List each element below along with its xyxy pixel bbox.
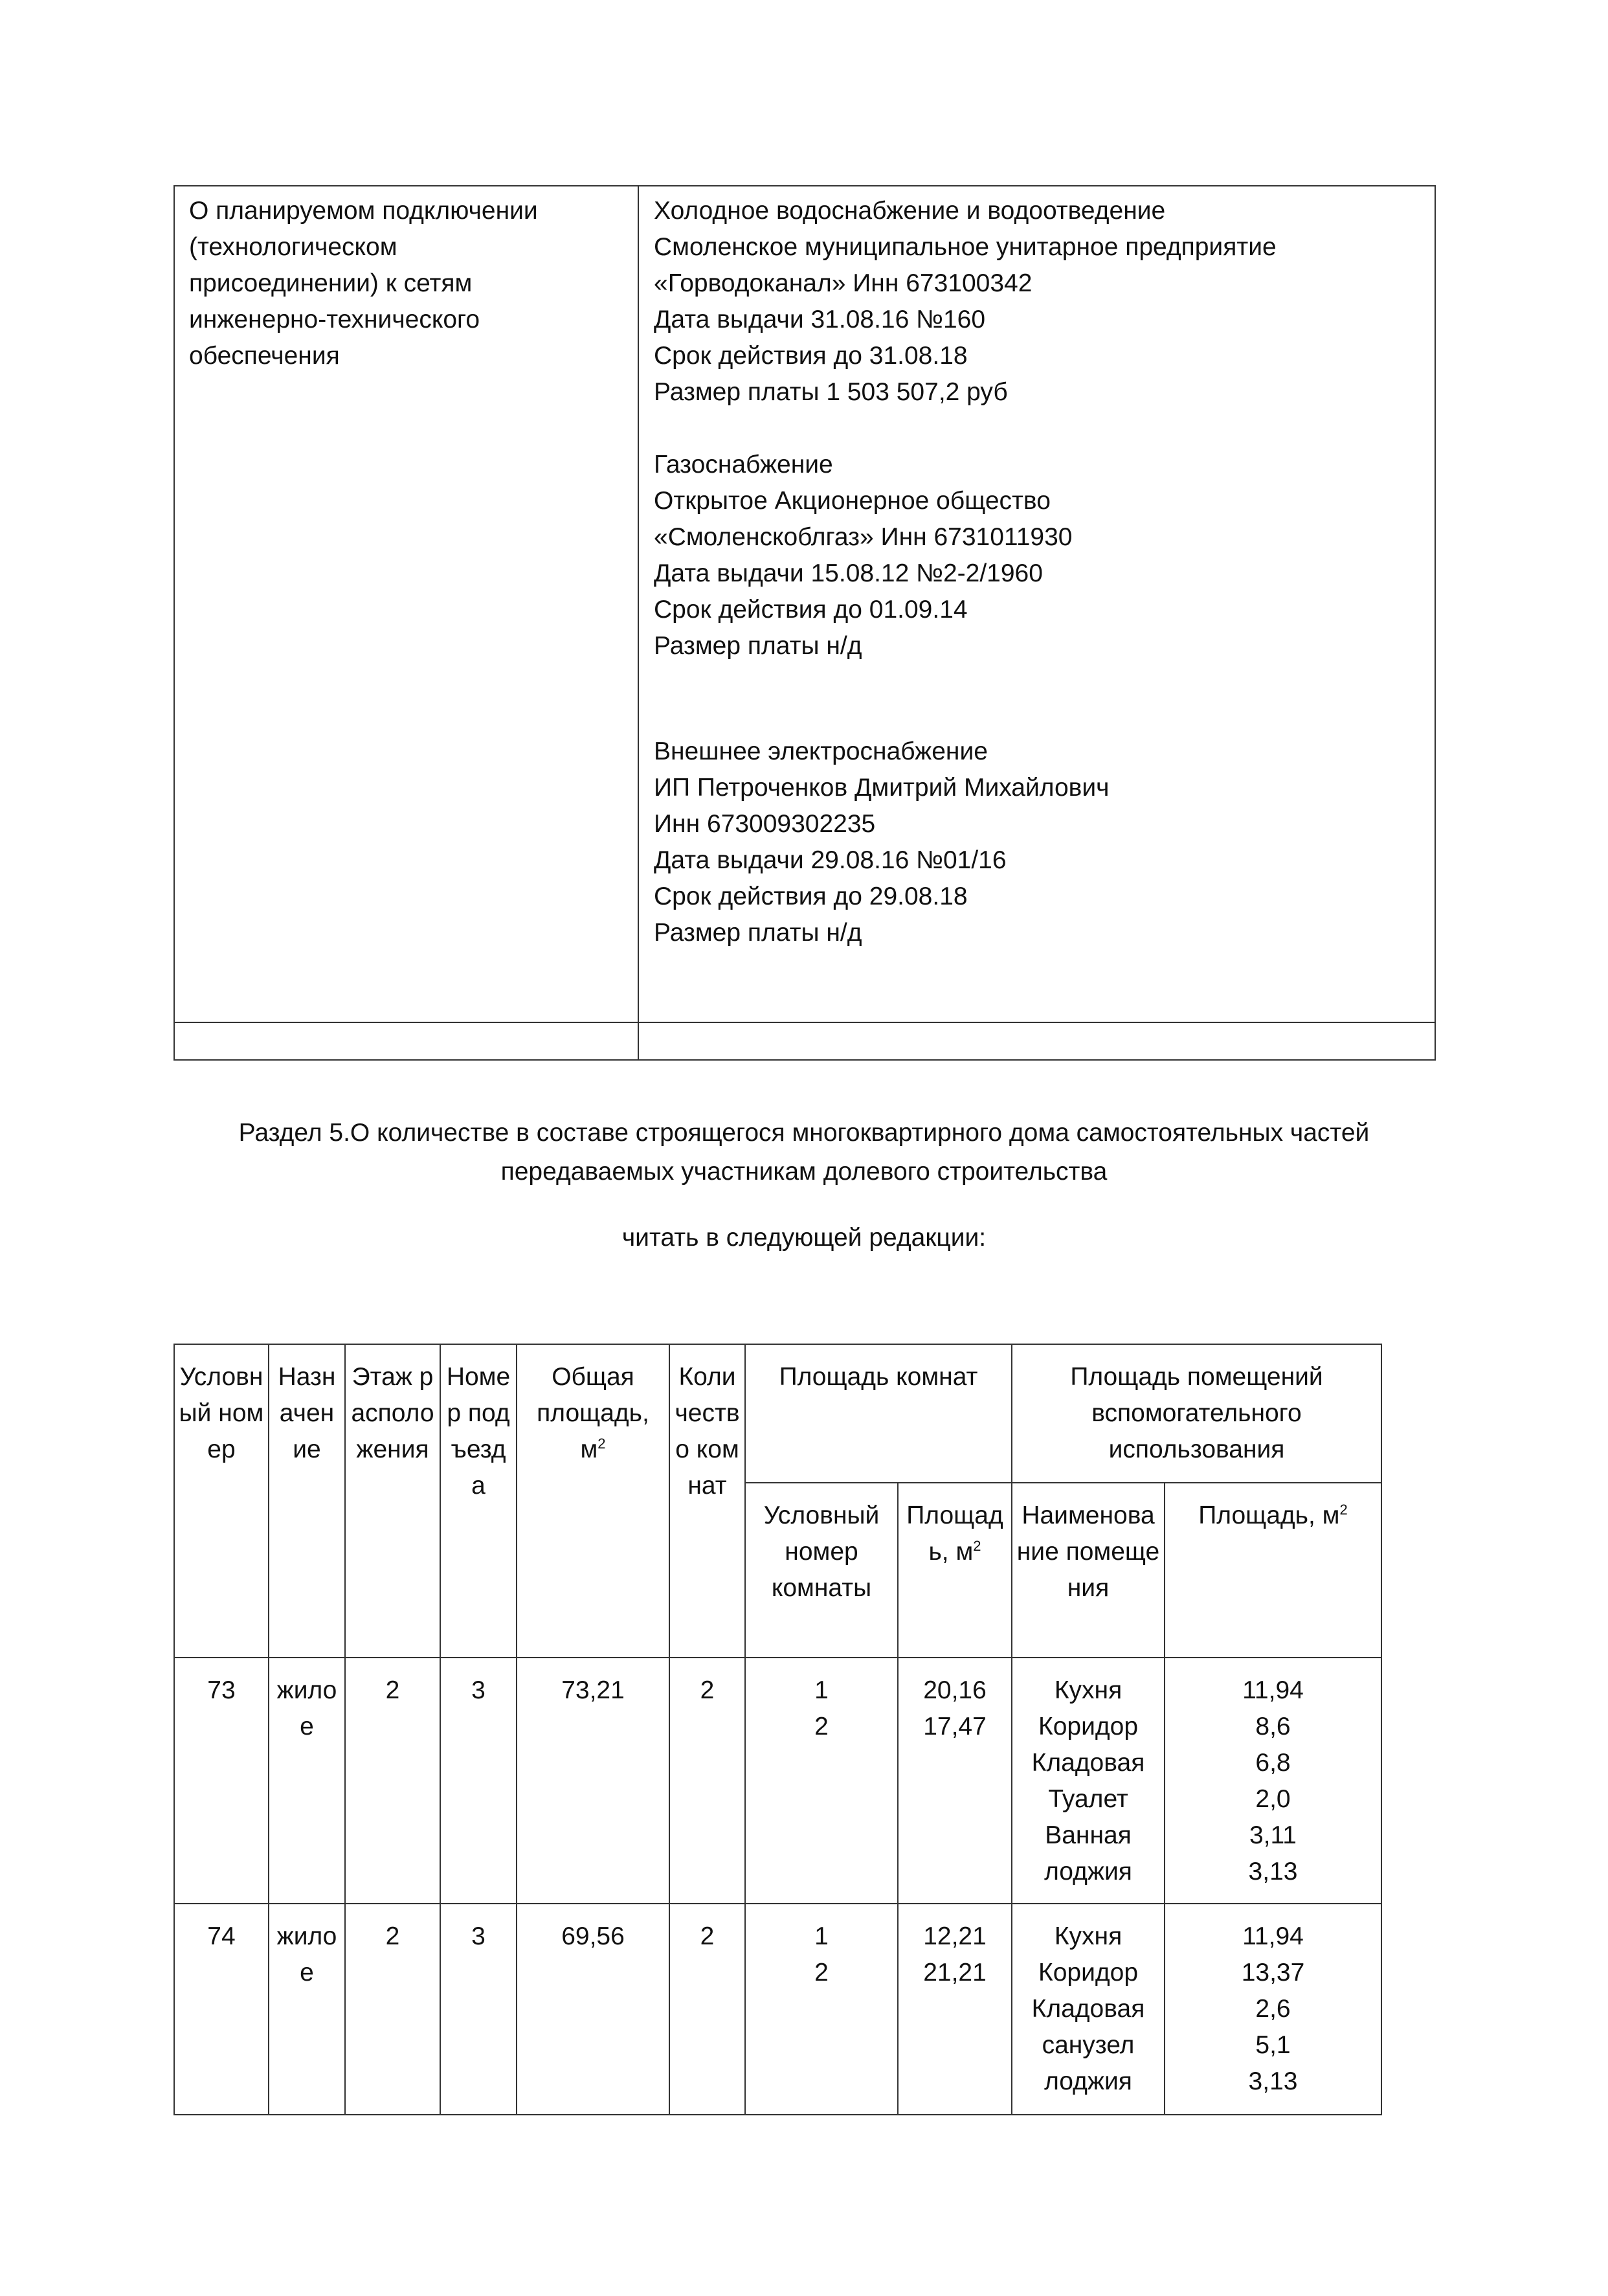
row-aux-names: Кухня Коридор Кладовая санузел лоджия (1012, 1904, 1165, 2115)
header-floor: Этаж расположения (345, 1344, 440, 1658)
gas-line: «Смоленскоблгаз» Инн 6731011930 (654, 523, 1073, 551)
header-rooms-count: Количество комнат (669, 1344, 745, 1658)
row-purpose: жилое (269, 1658, 345, 1904)
water-line: «Горводоканал» Инн 673100342 (654, 269, 1033, 297)
power-line: Внешнее электроснабжение (654, 737, 988, 765)
row-entrance: 3 (440, 1658, 517, 1904)
row-total-area: 73,21 (517, 1658, 669, 1904)
water-line: Дата выдачи 31.08.16 №160 (654, 306, 986, 333)
header-number: Условный номер (174, 1344, 269, 1658)
gas-line: Дата выдачи 15.08.12 №2-2/1960 (654, 559, 1043, 587)
row-aux-areas: 11,94 8,6 6,8 2,0 3,11 3,13 (1165, 1658, 1381, 1904)
row-number: 73 (174, 1658, 269, 1904)
row-room-areas: 20,16 17,47 (898, 1658, 1012, 1904)
power-line: Инн 673009302235 (654, 810, 876, 838)
row-number: 74 (174, 1904, 269, 2115)
row-aux-areas: 11,94 13,37 2,6 5,1 3,13 (1165, 1904, 1381, 2115)
table-row (174, 1658, 1381, 1904)
gas-line: Газоснабжение (654, 451, 833, 478)
label-line: инженерно-технического (189, 306, 480, 333)
power-line: Дата выдачи 29.08.16 №01/16 (654, 846, 1007, 874)
header-rooms-area: Площадь комнат (745, 1344, 1012, 1483)
section-heading-line2: передаваемых участникам долевого строительства (500, 1158, 1108, 1186)
row-room-numbers: 1 2 (745, 1904, 898, 2115)
header-purpose: Назначение (269, 1344, 345, 1658)
header-total-area: Общая площадь, $м^2$ (517, 1344, 669, 1658)
utilities-table (173, 185, 1436, 1061)
water-line: Срок действия до 31.08.18 (654, 342, 968, 370)
water-block (654, 193, 1424, 411)
column-divider (638, 186, 639, 1059)
row-floor: 2 (345, 1658, 440, 1904)
row-entrance: 3 (440, 1904, 517, 2115)
gas-line: Открытое Акционерное общество (654, 487, 1051, 515)
label-line: присоединении) к сетям (189, 269, 473, 297)
power-line: Срок действия до 29.08.18 (654, 883, 968, 910)
power-line: Размер платы н/д (654, 919, 862, 947)
header-room-number: Условный номер комнаты (745, 1483, 898, 1658)
gas-line: Срок действия до 01.09.14 (654, 596, 968, 624)
row-room-areas: 12,21 21,21 (898, 1904, 1012, 2115)
header-aux-sq: Площадь, $м^2$ (1165, 1483, 1381, 1658)
power-line: ИП Петроченков Дмитрий Михайлович (654, 774, 1110, 802)
gas-line: Размер платы н/д (654, 632, 862, 660)
label-line: О планируемом подключении (189, 197, 538, 225)
row-aux-names: Кухня Коридор Кладовая Туалет Ванная лоджия (1012, 1658, 1165, 1904)
power-block (654, 734, 1424, 951)
utilities-details-cell (654, 193, 1424, 951)
row-rooms-count: 2 (669, 1904, 745, 2115)
gas-block (654, 447, 1424, 664)
row-divider (175, 1022, 1435, 1023)
row-floor: 2 (345, 1904, 440, 2115)
row-purpose: жилое (269, 1904, 345, 2115)
apartments-table (173, 1344, 1382, 2115)
label-line: (технологическом (189, 233, 397, 261)
label-line: обеспечения (189, 342, 340, 370)
row-total-area: 69,56 (517, 1904, 669, 2115)
row-room-numbers: 1 2 (745, 1658, 898, 1904)
header-aux-name: Наименование помещения (1012, 1483, 1165, 1658)
header-room-area: Площадь, $м^2$ (898, 1483, 1012, 1658)
water-line: Холодное водоснабжение и водоотведение (654, 197, 1166, 225)
table-row (174, 1904, 1381, 2115)
utilities-label-cell (189, 193, 629, 374)
header-aux-area: Площадь помещений вспомогательного использования (1012, 1344, 1381, 1483)
header-entrance: Номер подъезда (440, 1344, 517, 1658)
water-line: Размер платы 1 503 507,2 руб (654, 378, 1008, 406)
section-heading-line1: Раздел 5.О количестве в составе строящегося многоквартирного дома самостоятельных частей (238, 1119, 1370, 1147)
section-subheading: читать в следующей редакции: (621, 1224, 987, 1252)
row-rooms-count: 2 (669, 1658, 745, 1904)
water-line: Смоленское муниципальное унитарное предприятие (654, 233, 1277, 261)
